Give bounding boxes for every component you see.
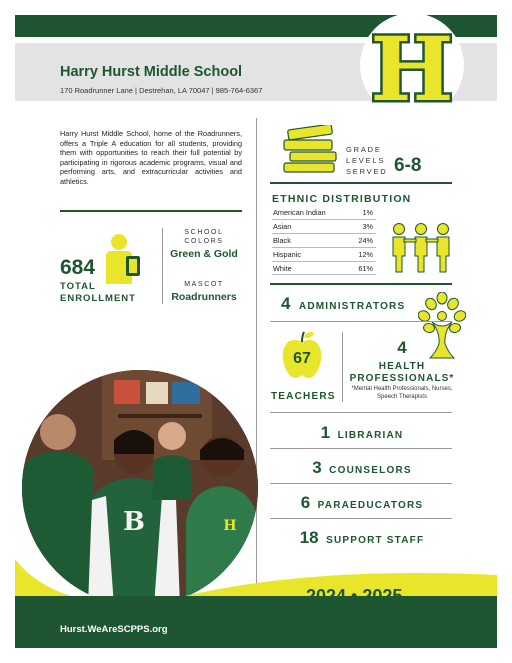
enrollment-label bbox=[60, 281, 136, 305]
divider bbox=[270, 483, 452, 484]
ethnicity-name: Asian bbox=[272, 220, 349, 234]
grade-levels-label-line1: GRADE bbox=[346, 145, 382, 154]
paraeducators-stat bbox=[272, 493, 452, 513]
ethnicity-pct: 61% bbox=[349, 261, 376, 275]
school-name: Harry Hurst Middle School bbox=[60, 64, 243, 80]
school-address: 170 Roadrunner Lane | Destrehan, LA 70047 | 985-764-6367 bbox=[60, 86, 263, 95]
ethnicity-pct: 1% bbox=[349, 206, 376, 220]
school-colors-label-line1: SCHOOL bbox=[184, 229, 224, 236]
grade-levels-label-line3: SERVED bbox=[346, 167, 388, 176]
student-icon bbox=[100, 232, 146, 284]
divider bbox=[270, 412, 452, 413]
support-staff-label: SUPPORT STAFF bbox=[326, 535, 425, 546]
paraeducators-label: PARAEDUCATORS bbox=[317, 500, 424, 511]
divider bbox=[270, 283, 452, 285]
health-professionals-label-line1: HEALTH bbox=[378, 361, 426, 372]
ethnicity-name: Black bbox=[272, 234, 349, 248]
librarian-value: 1 bbox=[320, 423, 331, 442]
divider bbox=[270, 182, 452, 184]
health-professionals-note: *Mental Health Professionals, Nurses, Speech Therapists bbox=[351, 386, 453, 400]
table-row bbox=[272, 206, 376, 220]
logo-letter: H bbox=[370, 17, 454, 117]
administrators-value: 4 bbox=[281, 294, 291, 313]
health-professionals-label bbox=[348, 361, 456, 385]
divider bbox=[270, 518, 452, 519]
mascot-value: Roadrunners bbox=[171, 291, 237, 303]
ethnicity-name: American Indian bbox=[272, 206, 349, 220]
table-row bbox=[272, 247, 376, 261]
enrollment-divider bbox=[162, 228, 163, 304]
grade-levels-value: 6-8 bbox=[394, 155, 422, 176]
counselors-value: 3 bbox=[312, 458, 322, 477]
administrators-stat bbox=[281, 294, 405, 314]
counselors-stat bbox=[272, 458, 452, 478]
health-professionals-value: 4 bbox=[397, 338, 407, 357]
school-description: Harry Hurst Middle School, home of the Roadrunners, offers a Triple A education for all students, providing them with opportunities to reach their full potential by participating in rigorous academic programs, visual and performing arts, and extracurricular activities and athletics. bbox=[60, 129, 242, 186]
ethnicity-name: White bbox=[272, 261, 349, 275]
administrators-label: ADMINISTRATORS bbox=[298, 301, 406, 312]
table-row bbox=[272, 220, 376, 234]
website-link[interactable]: Hurst.WeAreSCPPS.org bbox=[60, 624, 168, 635]
ethnicity-name: Hispanic bbox=[272, 247, 349, 261]
support-staff-value: 18 bbox=[299, 528, 319, 547]
grade-levels-label-line2: LEVELS bbox=[346, 156, 386, 165]
table-row bbox=[272, 261, 376, 275]
ethnicity-pct: 12% bbox=[349, 247, 376, 261]
librarian-label: LIBRARIAN bbox=[337, 430, 404, 441]
ethnic-distribution-table bbox=[272, 206, 376, 275]
health-professionals-label-line2: PROFESSIONALS* bbox=[349, 373, 455, 384]
ethnicity-pct: 24% bbox=[349, 234, 376, 248]
librarian-stat bbox=[272, 423, 452, 443]
mascot-block bbox=[166, 281, 242, 303]
enrollment-label-line1: TOTAL bbox=[60, 281, 96, 292]
school-year: 2024 • 2025 bbox=[306, 586, 403, 606]
divider bbox=[270, 321, 452, 322]
divider bbox=[270, 448, 452, 449]
column-divider bbox=[256, 118, 257, 608]
divider bbox=[60, 210, 242, 212]
school-colors-label-line2: COLORS bbox=[184, 238, 224, 245]
table-row bbox=[272, 234, 376, 248]
mascot-label: MASCOT bbox=[184, 281, 224, 288]
ethnic-distribution-title: ETHNIC DISTRIBUTION bbox=[272, 193, 412, 205]
footer-band bbox=[15, 596, 497, 648]
teachers-divider bbox=[342, 332, 343, 402]
counselors-label: COUNSELORS bbox=[329, 465, 412, 476]
ethnicity-pct: 3% bbox=[349, 220, 376, 234]
school-logo-h-icon bbox=[360, 13, 464, 117]
enrollment-value: 684 bbox=[60, 256, 96, 279]
grade-levels-label bbox=[346, 144, 388, 177]
teachers-label: TEACHERS bbox=[271, 391, 336, 402]
people-group-icon bbox=[389, 222, 453, 274]
school-colors-block bbox=[166, 229, 242, 260]
sweatshirt-letter: H bbox=[223, 518, 237, 534]
books-icon bbox=[282, 125, 340, 173]
teachers-value: 67 bbox=[293, 350, 311, 367]
enrollment-label-line2: ENROLLMENT bbox=[60, 293, 136, 304]
jacket-letter: B bbox=[123, 507, 145, 537]
school-colors-value: Green & Gold bbox=[170, 248, 238, 260]
paraeducators-value: 6 bbox=[300, 493, 311, 512]
